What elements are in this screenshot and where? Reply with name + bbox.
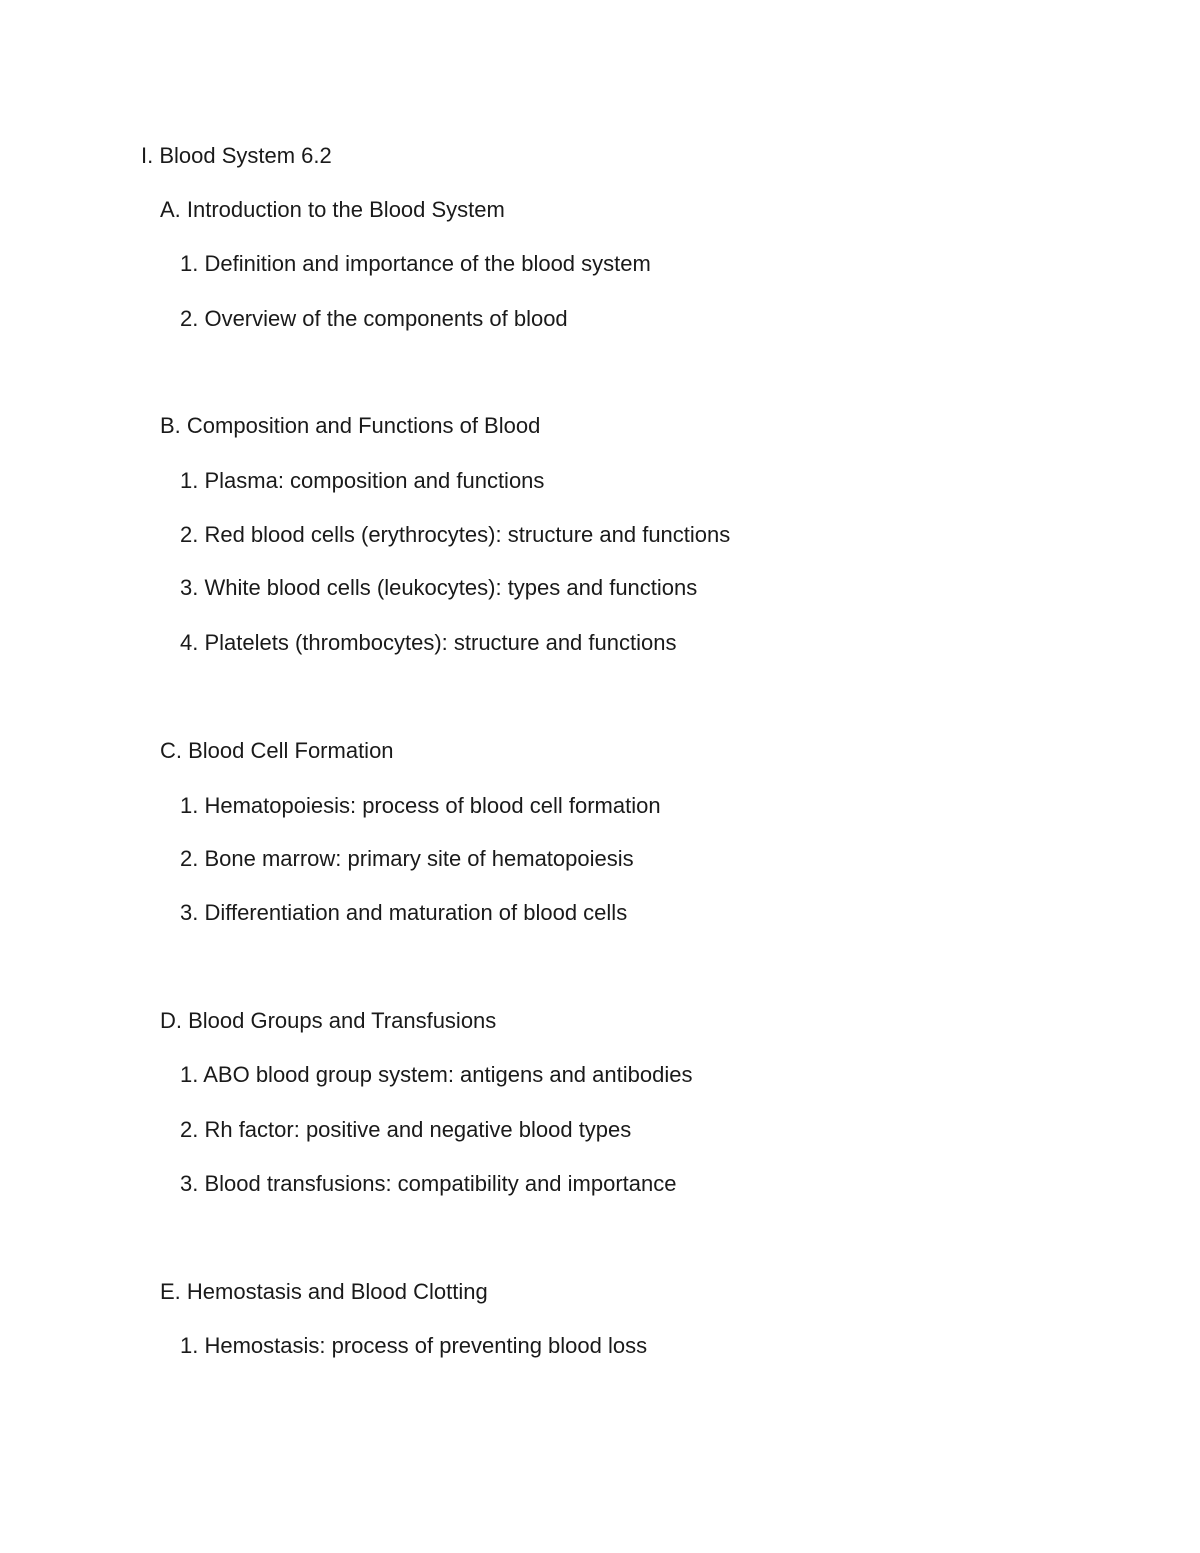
section-heading-e: E. Hemostasis and Blood Clotting xyxy=(160,1279,488,1304)
list-item: 1. Hemostasis: process of preventing blood loss xyxy=(180,1333,648,1358)
list-item: 1. Definition and importance of the blood system xyxy=(180,251,651,276)
list-item: 1. Plasma: composition and functions xyxy=(180,468,545,493)
list-item: 1. ABO blood group system: antigens and antibodies xyxy=(180,1062,693,1087)
list-item: 3. White blood cells (leukocytes): types and functions xyxy=(180,575,698,600)
list-item: 2. Overview of the components of blood xyxy=(180,306,568,331)
list-item: 4. Platelets (thrombocytes): structure and functions xyxy=(180,630,677,655)
list-item: 2. Rh factor: positive and negative blood types xyxy=(180,1117,632,1142)
section-heading-d: D. Blood Groups and Transfusions xyxy=(160,1008,497,1033)
outline-title: I. Blood System 6.2 xyxy=(141,143,332,168)
section-heading-b: B. Composition and Functions of Blood xyxy=(160,413,541,438)
section-heading-c: C. Blood Cell Formation xyxy=(160,738,394,763)
list-item: 1. Hematopoiesis: process of blood cell formation xyxy=(180,793,661,818)
section-heading-a: A. Introduction to the Blood System xyxy=(160,197,505,222)
list-item: 3. Blood transfusions: compatibility and importance xyxy=(180,1171,677,1196)
list-item: 2. Red blood cells (erythrocytes): structure and functions xyxy=(180,522,731,547)
list-item: 3. Differentiation and maturation of blood cells xyxy=(180,900,628,925)
list-item: 2. Bone marrow: primary site of hematopoiesis xyxy=(180,846,634,871)
